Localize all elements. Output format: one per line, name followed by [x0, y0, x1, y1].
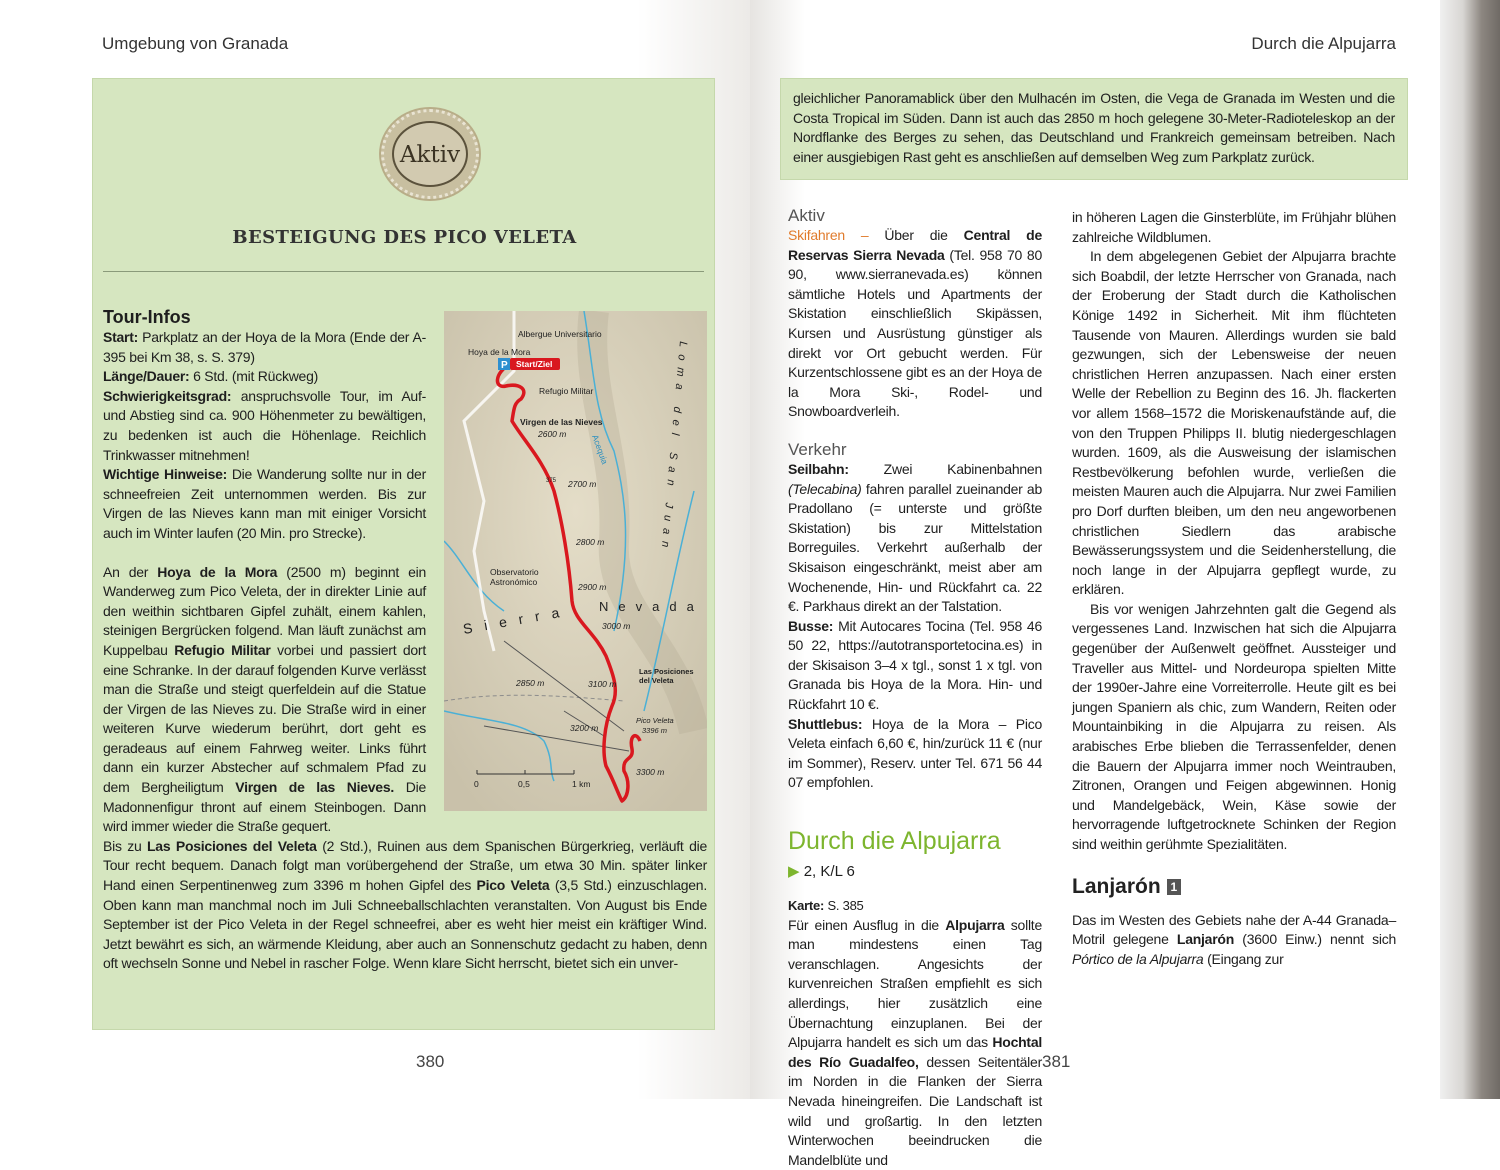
map-label: Start/Ziel [516, 359, 553, 369]
map-label: Astronómico [490, 577, 538, 587]
map-label: 2700 m [568, 479, 597, 489]
tour-paragraph: An der Hoya de la Mora (2500 m) beginnt ein Wanderweg zum Pico Veleta, der in direkter Linie auf den weithin sichtbaren Gipfel zuhält, einem kahlen, steinigen Bergrücken folgend. Man läuft zunächst am Kuppelbau Refugio Militar vorbei und passiert dort eine Schranke. In der darauf folgenden Kurve verlässt man die Straße und steigt querfeldein auf die Statue der Virgen de las Nieves zu. Die Straße wird in einer weiteren Kurve wiederum berührt, dort geht es geradeaus auf einem Fahrweg weiter. Links führt dann ein kurzer Abstecher auf schmalem Pfad zu dem Bergheiligtum Virgen de las Nieves. Die Madonnenfigur thront auf einem Steinbogen. Dann wird immer wieder die Straße gequert. [103, 563, 426, 835]
map-label: Sierra [461, 602, 573, 637]
map-reference: ▶ 2, K/L 6 [788, 863, 855, 881]
map-label: Albergue Universitario [518, 329, 602, 339]
route-map [444, 311, 707, 811]
map-label: Refugio Militar [539, 386, 594, 396]
body-paragraph: In dem abgelegenen Gebiet der Alpujarra brachte sich Boabdil, der letzte Herrscher von Granada, nach der Eroberung der Stadt durch die Katholischen Könige 1492 in Sicherheit. Mit ihm flüchteten Tausende von Mauren. Allerdings wurden sie bald gezwungen, sich der Lebensweise der neuen christlichen Herren anzupassen. Nach einer ersten Welle der Rebellion zu Beginn des 16. Jh. flackerten vor allem 1568–1572 die Moriskenaufstände auf, die von den Truppen Philipps II. blutig niedergeschlagen wurden. 1609, als die Ausweisung der islamischen Restbevölkerung befohlen wurde, verließen die meisten Mauren auch die Alpujarra. Nur zwei Familien pro Dorf durften bleiben, um den neu angeworbenen christlichen Siedlern das arabische Bewässerungssystem und die Seidenherstellung, die noch lange in der Alpujarra gepflegt wurde, zu erklären. [1072, 248, 1396, 598]
map-label: 2800 m [576, 537, 605, 547]
karte-ref: Karte: S. 385 [788, 898, 864, 914]
scale-label: 0 [474, 779, 479, 789]
tour-paragraph: Bis zu Las Posiciones del Veleta (2 Std.), Ruinen aus dem Spanischen Bürgerkrieg, verläuft die Tour recht bequem. Danach folgt man vorübergehend der Straße, um etwa 30 Min. später linker Hand einen Serpentinenweg zum 3396 m hohen Gipfel des Pico Veleta (3,5 Std.) einzuschlagen. Oben kann man manchmal noch im Juli Schneeballschlachten veranstalten. Von August bis Ende September ist der Pico Veleta in der Regel schneefrei, aber es weht hier meist ein kräftiger Wind. Jetzt bewährt es sich, an wärmende Kleidung, aber auch an Sonnenschutz gedacht zu haben, denn oft wechseln Sonne und Nebel in rascher Folge. Wenn klare Sicht herrscht, bietet sich ein unver- [103, 837, 707, 972]
triangle-icon: ▶ [788, 863, 800, 881]
map-label: 375 [546, 478, 557, 484]
tour-duration: Länge/Dauer: 6 Std. (mit Rückweg) [103, 368, 319, 385]
page-number: 380 [416, 1052, 445, 1071]
map-label: Las Posiciones [639, 667, 694, 676]
map-label: 3396 m [642, 726, 668, 735]
map-label: Acequia [590, 433, 611, 466]
scale-label: 0,5 [518, 779, 530, 789]
column-1 [788, 206, 1042, 1170]
running-head: Durch die Alpujarra [1251, 34, 1396, 53]
map-label: 3000 m [602, 621, 631, 631]
box-title: BESTEIGUNG DES PICO VELETA [232, 227, 577, 248]
left-page [0, 0, 750, 1099]
map-label: 2900 m [578, 582, 607, 592]
map-label: 3100 m [588, 679, 617, 689]
map-label: 3200 m [570, 723, 599, 733]
map-label: Loma del San Juan [658, 340, 689, 555]
map-label: del Veleta [639, 676, 674, 685]
lanjaron-paragraph: Das im Westen des Gebiets nahe der A-44 Granada–Motril gelegene Lanjarón (3600 Einw.) nennt sich Pórtico de la Alpujarra (Eingang zur [1072, 911, 1396, 967]
tour-difficulty: Schwierigkeitsgrad: anspruchsvolle Tour, im Auf- und Abstieg sind ca. 900 Höhenmeter zu bewältigen, zu bedenken ist auch die Höhenlage. Reichlich Trinkwasser mitnehmen! [103, 387, 426, 463]
map-label: Pico Veleta [636, 716, 674, 725]
parking-icon: P [501, 360, 508, 371]
busse-paragraph: Busse: Mit Autocares Tocina (Tel. 958 46 50 22, https://autotransportetocina.es) in der Skisaison 3–4 x tgl., sonst 1 x tgl. von Granada bis Hoya de la Mora. Hin- und Rückfahrt 10 €. [788, 617, 1042, 713]
map-label: 2600 m [538, 429, 567, 439]
map-number-badge: 1 [1167, 879, 1182, 895]
continued-box [780, 78, 1408, 180]
map-label: Observatorio [490, 567, 539, 577]
column-2 [1072, 208, 1396, 969]
verkehr-heading: Verkehr [788, 439, 847, 459]
lanjaron-heading: Lanjarón 1 [1072, 875, 1396, 899]
aktiv-box [92, 78, 715, 1030]
divider [103, 271, 704, 272]
map-label: 2850 m [516, 678, 545, 688]
section-title: Durch die Alpujarra [788, 827, 1001, 856]
map-label: 3300 m [636, 767, 665, 777]
aktiv-badge: Aktiv [381, 109, 479, 199]
scale-label: 1 km [572, 779, 591, 789]
map-label: Hoya de la Mora [468, 347, 531, 357]
map-label: Virgen de las Nieves [520, 417, 603, 427]
shuttle-paragraph: Shuttlebus: Hoya de la Mora – Pico Veleta einfach 6,60 €, hin/zurück 11 € (nur im Sommer), Reserv. unter Tel. 671 56 44 07 empfohlen. [788, 715, 1042, 791]
tour-start: Start: Parkplatz an der Hoya de la Mora (Ende der A-395 bei Km 38, s. S. 379) [103, 329, 426, 365]
right-page [750, 0, 1440, 1168]
tour-infos-heading: Tour-Infos [103, 307, 191, 327]
map-label: Nevada [599, 599, 704, 614]
body-paragraph: Bis vor wenigen Jahrzehnten galt die Gegend als vergessenes Land. Inzwischen hat sich die Alpujarra gegenüber der Außenwelt geöffnet. Aussteiger und Traveller aus Mittel- und Nordeuropa spielten Mitte der 1990er-Jahre eine Vorreiterrolle. Heute gilt es bei jungen Spaniern als chic, zum Wandern, Reiten oder Mountainbiking in die Alpujarra zu reisen. Als arabisches Erbe blieben die Terrassenfelder, denen die Bauern der Alpujarra immer noch Weintrauben, Zitronen, Orangen und Feigen abgewinnen. Honig und Mandelgebäck, Wein, Käse sowie der hervorragende luftgetrocknete Schinken der Region sind weithin gerühmte Spezialitäten. [1072, 600, 1396, 852]
aktiv-heading: Aktiv [788, 206, 825, 225]
tour-notes: Wichtige Hinweise: Die Wanderung sollte nur in der schneefreien Zeit unternommen werden. Bis zur Virgen de las Nieves kann man mit einiger Vorsicht auch im Winter laufen (20 Min. pro Strecke). [103, 466, 426, 541]
running-head: Umgebung von Granada [102, 34, 289, 53]
seilbahn-paragraph: Seilbahn: Zwei Kabinenbahnen (Telecabina) fahren parallel zueinander ab Pradollano (= unterste und größte Skistation) bis zur Mittelstation Borreguiles. Verkehrt außerhalb der Skisaison eingeschränkt, meist aber am Wochenende, Hin- und Rückfahrt ca. 22 €. Parkhaus direkt an der Talstation. [788, 460, 1042, 615]
body-paragraph: in höheren Lagen die Ginsterblüte, im Frühjahr blühen zahlreiche Wildblumen. [1072, 209, 1396, 245]
box-text: gleichlicher Panoramablick über den Mulhacén im Osten, die Vega de Granada im Westen und die Costa Tropical im Süden. Dann ist auch das 2850 m hoch gelegene 30-Meter-Radioteleskop an der Nordflanke des Berges zu sehen, das Deutschland und Frankreich gemeinsam betreiben. Nach einer ausgiebigen Rast geht es anschließen auf demselben Weg zum Parkplatz zurück. [793, 90, 1395, 165]
page-stack-edge [1438, 0, 1500, 1099]
intro-paragraph: Für einen Ausflug in die Alpujarra sollte man mindestens einen Tag veranschlagen. Angesichts der kurvenreichen Straßen empfiehlt es sich allerdings, hier zusätzlich eine Übernachtung einzuplanen. Bei der Alpujarra handelt es sich um das Hochtal des Río Guadalfeo, dessen Seitentäler im Norden in die Flanken der Sierra Nevada hineingreifen. Die Landschaft ist wild und großartig. In den letzten Winterwochen beeindrucken die Mandelblüte und [788, 916, 1042, 1168]
ski-paragraph: Skifahren – Über die Central de Reservas Sierra Nevada (Tel. 958 70 80 90, www.sierranevada.es) können sämtliche Hotels und Apartments der Skistation einschließlich Skipässen, Kursen und Ausrüstung günstiger als direkt vor Ort gebucht werden. Für Kurzentschlossene gibt es an der Hoya de la Mora Ski-, Rodel- und Snowboardverleih. [788, 227, 1043, 420]
page-number: 381 [1042, 1052, 1071, 1071]
